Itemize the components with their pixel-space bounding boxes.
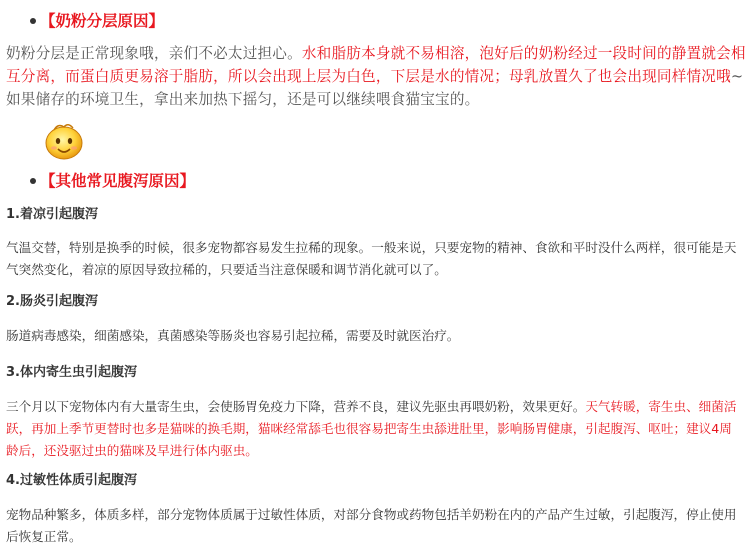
cause-4-text (6, 504, 744, 548)
cause-2-body: 肠道病毒感染，细菌感染，真菌感染等肠炎也容易引起拉稀，需要及时就医治疗。 (6, 328, 460, 343)
cause-1-text (6, 237, 744, 281)
cause-3-title: 3.体内寄生虫引起腹泻 (6, 365, 137, 380)
smiley-face-emoticon-icon (40, 121, 88, 161)
milk-layering-paragraph (6, 42, 746, 111)
milk-layering-explanation: 水和脂肪本身就不易相溶，泡好后的奶粉经过一段时间的静置就会相互分离，而蛋白质更易溶于脂肪，所以会出现上层为白色，下层是水的情况；母乳放置久了也会出现同样情况哦 (6, 45, 746, 85)
milk-layering-advice: ~如果储存的环境卫生，拿出来加热下摇匀，还是可以继续喂食猫宝宝的。 (6, 68, 744, 108)
section-heading-milk-layering: 【奶粉分层原因】 (40, 11, 165, 30)
cause-4-title: 4.过敏性体质引起腹泻 (6, 473, 137, 488)
section-heading-other-diarrhea-causes: 【其他常见腹泻原因】 (40, 171, 196, 190)
bullet-icon (30, 178, 36, 184)
cause-2-text (6, 325, 744, 347)
cause-4-body: 宠物品种繁多，体质多样，部分宠物体质属于过敏性体质，对部分食物或药物包括羊奶粉在内的产品产生过敏，引起腹泻，停止使用后恢复正常。 (6, 507, 737, 544)
cause-3-body: 三个月以下宠物体内有大量寄生虫，会使肠胃免疫力下降，营养不良，建议先驱虫再喂奶粉，效果更好。 (6, 399, 586, 414)
cause-3-text (6, 396, 744, 462)
cause-2-title: 2.肠炎引起腹泻 (6, 294, 98, 309)
cause-1-body: 气温交替，特别是换季的时候，很多宠物都容易发生拉稀的现象。一般来说，只要宠物的精神、食欲和平时没什么两样，很可能是天气突然变化，着凉的原因导致拉稀的，只要适当注意保暖和调节消化就可以了。 (6, 240, 737, 277)
milk-layering-intro: 奶粉分层是正常现象哦，亲们不必太过担心。 (6, 45, 302, 62)
bullet-icon (30, 18, 36, 24)
cause-1-title: 1.着凉引起腹泻 (6, 207, 98, 222)
cause-3-warning: 天气转暖，寄生虫、细菌活跃，再加上季节更替时也多是猫咪的换毛期，猫咪经常舔毛也很容易把寄生虫舔进肚里，影响肠胃健康，引起腹泻、呕吐；建议4周龄后，还没驱过虫的猫咪及早进行体内驱虫。 (6, 399, 737, 458)
